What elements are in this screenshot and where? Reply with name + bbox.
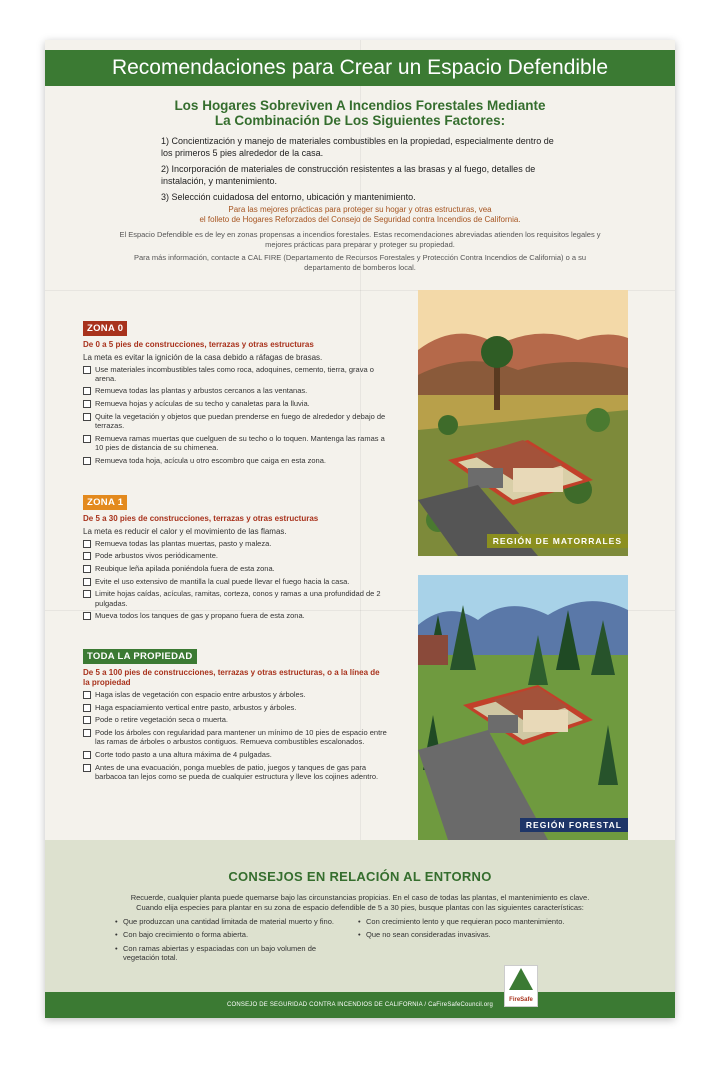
tip-item: • Con bajo crecimiento o forma abierta. (115, 930, 340, 939)
forest-region-scene (418, 575, 628, 840)
page-title: Recomendaciones para Crear un Espacio Defendible (45, 50, 675, 86)
zone-1-tag: ZONA 1 (83, 495, 127, 510)
footer: CONSEJO DE SEGURIDAD CONTRA INCENDIOS DE CALIFORNIA / CaFireSafeCouncil.org (45, 992, 675, 1018)
tip-item: • Con crecimiento lento y que requieran poco mantenimiento. (358, 917, 628, 926)
checklist-item: Remueva todas las plantas y arbustos cercanos a las ventanas. (83, 386, 388, 395)
factor-item: 2) Incorporación de materiales de construcción resistentes a las brasas y al fuego, detalles de instalación, y mantenimiento. (161, 164, 536, 186)
tips-left-list (115, 917, 340, 966)
zone-1-checklist (83, 539, 388, 621)
zone-1-subtitle: De 5 a 30 pies de construcciones, terrazas y otras estructuras (83, 514, 319, 523)
checklist-item: Limite hojas caídas, acículas, ramitas, corteza, conos y ramas a una profundidad de 2 pulgadas. (83, 589, 388, 607)
checklist-item: Corte todo pasto a una altura máxima de 4 pulgadas. (83, 750, 388, 759)
whole-property-section (83, 646, 388, 785)
firesafe-logo (504, 965, 538, 1007)
zone-0-checklist (83, 365, 388, 465)
whole-property-tag: TODA LA PROPIEDAD (83, 649, 197, 664)
factors-list (161, 136, 561, 209)
checklist-item: Use materiales incombustibles tales como roca, adoquines, cemento, tierra, grava o arena. (83, 365, 388, 383)
checklist-item: Remueva ramas muertas que cuelguen de su techo o lo toquen. Mantenga las ramas a 10 pies de distancia de su chimenea. (83, 434, 388, 452)
tip-item: • Que no sean consideradas invasivas. (358, 930, 628, 939)
poster (45, 40, 675, 1018)
shrub-region-label: REGIÓN DE MATORRALES (487, 534, 628, 548)
checklist-item: Pode o retire vegetación seca o muerta. (83, 715, 388, 724)
zone-0-section (83, 318, 388, 468)
whole-property-checklist (83, 690, 388, 781)
tips-intro: Recuerde, cualquier planta puede quemarse bajo las circunstancias propicias. En el caso de todas las plantas, el mantenimiento es clave. Cuando elija especies para plantar en su zona de espacio defendible de 5 a 30 pies, busque plantas con las siguientes características: (130, 893, 590, 912)
checklist-item: Quite la vegetación y objetos que puedan prenderse en fuego de alrededor y debajo de terrazas. (83, 412, 388, 430)
tip-item: • Con ramas abiertas y espaciadas con un bajo volumen de vegetación total. (115, 944, 340, 963)
checklist-item: Pode arbustos vivos periódicamente. (83, 551, 388, 560)
tips-title: CONSEJOS EN RELACIÓN AL ENTORNO (228, 869, 492, 884)
checklist-item: Haga islas de vegetación con espacio entre arbustos y árboles. (83, 690, 388, 699)
forest-region-illustration (418, 575, 628, 840)
tips-band (45, 840, 675, 992)
tree-logo-icon (506, 966, 536, 992)
checklist-item: Pode los árboles con regularidad para mantener un mínimo de 10 pies de espacio entre las ramas de árboles o arbustos contiguos. Remueva combustibles escalonados. (83, 728, 388, 746)
subtitle: Los Hogares Sobreviven A Incendios Forestales Mediante La Combinación De Los Siguientes Factores: (174, 98, 546, 128)
zone-1-goal: La meta es reducir el calor y el movimiento de las flamas. (83, 526, 287, 536)
checklist-item: Remueva hojas y acículas de su techo y canaletas para la lluvia. (83, 399, 388, 408)
whole-property-subtitle: De 5 a 100 pies de construcciones, terrazas y otras estructuras, o a la línea de la propiedad (83, 668, 380, 687)
checklist-item: Antes de una evacuación, ponga muebles de patio, juegos y tanques de gas para barbacoa tan lejos como se pueda de cualquier estructura y lleve los cojines adentro. (83, 763, 388, 781)
checklist-item: Mueva todos los tanques de gas y propano fuera de esta zona. (83, 611, 388, 620)
logo-text: FireSafe (509, 997, 533, 1003)
checklist-item: Remueva todas las plantas muertas, pasto y maleza. (83, 539, 388, 548)
shrub-region-illustration (418, 290, 628, 556)
zone-0-tag: ZONA 0 (83, 321, 127, 336)
checklist-item: Evite el uso extensivo de mantilla la cual puede llevar el fuego hacia la casa. (83, 577, 388, 586)
hardened-homes-note: Para las mejores prácticas para proteger su hogar y otras estructuras, vea el folleto de Hogares Reforzados del Consejo de Seguridad contra Incendios de California. (199, 205, 521, 224)
tip-item: • Que produzcan una cantidad limitada de material muerto y fino. (115, 917, 340, 926)
zone-0-goal: La meta es evitar la ignición de la casa debido a ráfagas de brasas. (83, 352, 323, 362)
zone-0-subtitle: De 0 a 5 pies de construcciones, terrazas y otras estructuras (83, 340, 314, 349)
legal-text: El Espacio Defendible es de ley en zonas propensas a incendios forestales. Estas recomendaciones abreviadas atienden los requisitos legales y mejores prácticas para preparar y proteger su propiedad. Para más información, contacte a CAL FIRE (Departamento de Recursos Forestales y Protección Contra Incendios de California) o a su departamento de bomberos local. (119, 230, 601, 272)
checklist-item: Reubique leña apilada poniéndola fuera de esta zona. (83, 564, 388, 573)
checklist-item: Remueva toda hoja, acícula u otro escombro que caiga en esta zona. (83, 456, 388, 465)
checklist-item: Haga espaciamiento vertical entre pasto, arbustos y árboles. (83, 703, 388, 712)
factor-item: 3) Selección cuidadosa del entorno, ubicación y mantenimiento. (161, 192, 416, 202)
tips-right-list (358, 917, 628, 944)
zone-1-section (83, 492, 388, 624)
factor-item: 1) Concientización y manejo de materiales combustibles en la propiedad, especialmente dentro de los primeros 5 pies alrededor de la casa. (161, 136, 554, 158)
forest-region-label: REGIÓN FORESTAL (520, 818, 628, 832)
shrub-region-scene (418, 290, 628, 556)
